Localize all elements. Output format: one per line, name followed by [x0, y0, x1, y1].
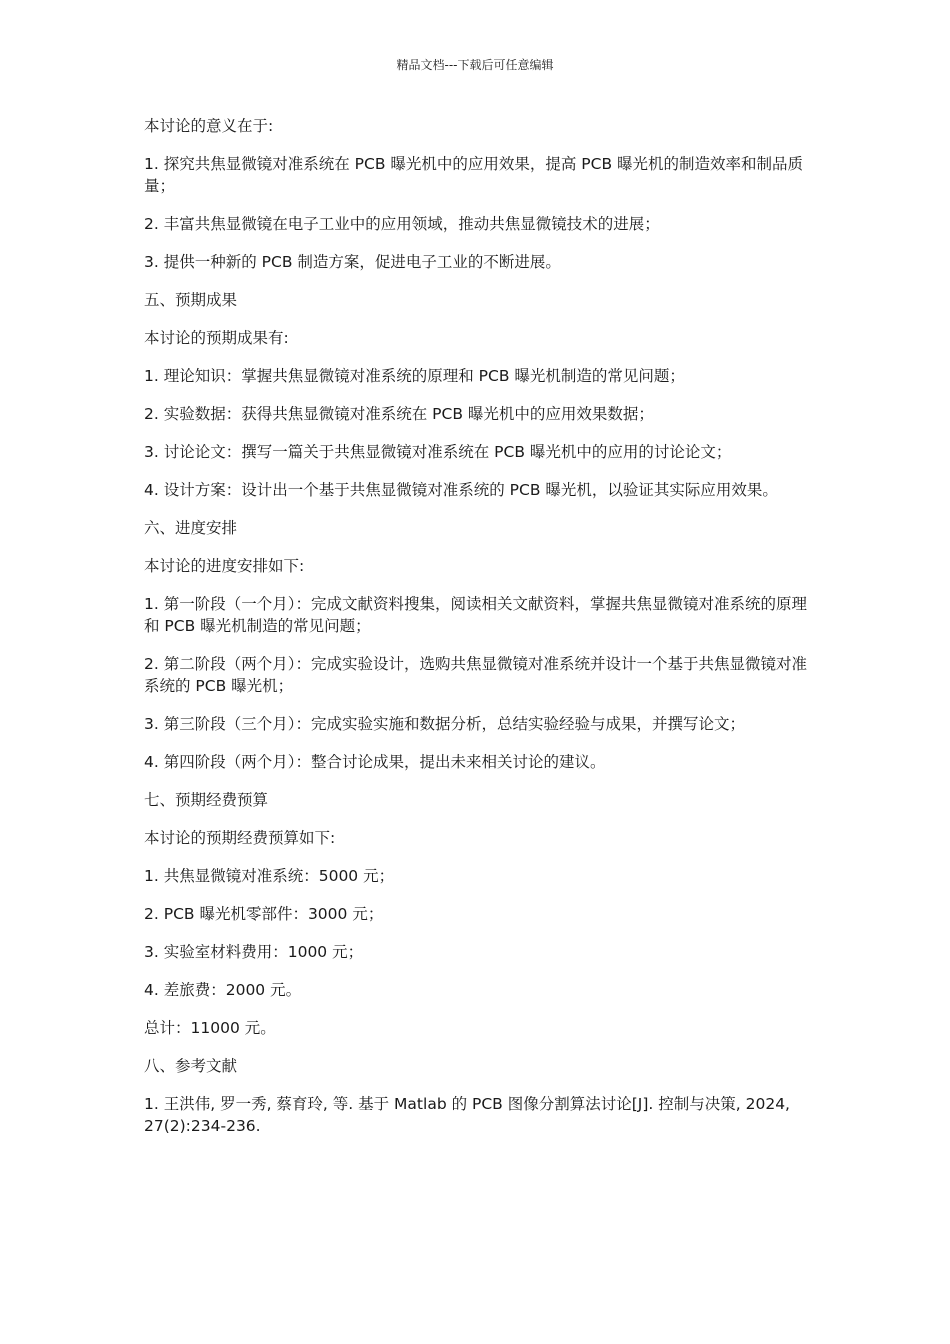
significance-intro: 本讨论的意义在于:: [144, 117, 274, 135]
expected-results-item-4: 4. 设计方案：设计出一个基于共焦显微镜对准系统的 PCB 曝光机，以验证其实际应用效果。: [144, 481, 778, 499]
budget-item-2: 2. PCB 曝光机零部件：3000 元；: [144, 905, 384, 923]
budget-item-3: 3. 实验室材料费用：1000 元；: [144, 943, 364, 961]
expected-results-item-1: 1. 理论知识：掌握共焦显微镜对准系统的原理和 PCB 曝光机制造的常见问题；: [144, 367, 685, 385]
significance-item-3: 3. 提供一种新的 PCB 制造方案，促进电子工业的不断进展。: [144, 253, 561, 271]
expected-results-item-3: 3. 讨论论文：撰写一篇关于共焦显微镜对准系统在 PCB 曝光机中的应用的讨论论文；: [144, 443, 732, 461]
schedule-item-1: 1. 第一阶段（一个月）：完成文献资料搜集，阅读相关文献资料，掌握共焦显微镜对准系统的原理和 PCB 曝光机制造的常见问题；: [144, 595, 807, 635]
reference-item-1: 1. 王洪伟, 罗一秀, 蔡育玲, 等. 基于 Matlab 的 PCB 图像分割算法讨论[J]. 控制与决策, 2024, 27(2):234-236.: [144, 1095, 790, 1135]
document-body: [144, 115, 814, 1153]
section-heading-expected-results: 五、预期成果: [144, 291, 238, 309]
expected-results-intro: 本讨论的预期成果有:: [144, 329, 289, 347]
schedule-item-4: 4. 第四阶段（两个月）：整合讨论成果，提出未来相关讨论的建议。: [144, 753, 606, 771]
section-heading-schedule: 六、进度安排: [144, 519, 238, 537]
budget-total: 总计：11000 元。: [144, 1019, 276, 1037]
budget-item-4: 4. 差旅费：2000 元。: [144, 981, 302, 999]
schedule-item-2: 2. 第二阶段（两个月）：完成实验设计，选购共焦显微镜对准系统并设计一个基于共焦显微镜对准系统的 PCB 曝光机；: [144, 655, 807, 695]
schedule-item-3: 3. 第三阶段（三个月）：完成实验实施和数据分析，总结实验经验与成果，并撰写论文；: [144, 715, 745, 733]
budget-intro: 本讨论的预期经费预算如下:: [144, 829, 336, 847]
section-heading-references: 八、参考文献: [144, 1057, 238, 1075]
significance-item-2: 2. 丰富共焦显微镜在电子工业中的应用领域，推动共焦显微镜技术的进展；: [144, 215, 660, 233]
budget-item-1: 1. 共焦显微镜对准系统：5000 元；: [144, 867, 395, 885]
significance-item-1: 1. 探究共焦显微镜对准系统在 PCB 曝光机中的应用效果，提高 PCB 曝光机的制造效率和制品质量；: [144, 155, 804, 195]
schedule-intro: 本讨论的进度安排如下:: [144, 557, 305, 575]
page-header: 精品文档---下载后可任意编辑: [396, 58, 554, 72]
expected-results-item-2: 2. 实验数据：获得共焦显微镜对准系统在 PCB 曝光机中的应用效果数据；: [144, 405, 654, 423]
section-heading-budget: 七、预期经费预算: [144, 791, 269, 809]
